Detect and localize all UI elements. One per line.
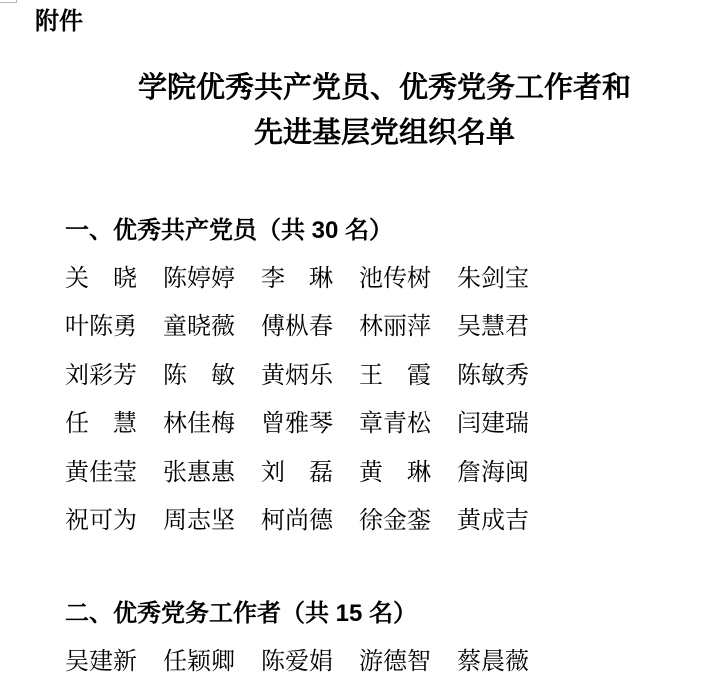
name-row — [65, 458, 685, 489]
person-name: 游德智 — [359, 648, 431, 675]
name-row — [65, 264, 685, 295]
section-heading: 二、优秀党务工作者（共 15 名） — [65, 600, 418, 627]
person-name: 祝可为 — [65, 508, 137, 534]
person-name: 闫建瑞 — [457, 411, 529, 437]
person-name: 陈婷婷 — [163, 265, 235, 292]
person-name: 柯尚德 — [261, 508, 333, 534]
person-name: 王 霞 — [359, 362, 431, 389]
person-name: 曾雅琴 — [261, 411, 333, 437]
person-name: 吴建新 — [65, 648, 137, 675]
person-name: 关 晓 — [65, 265, 137, 292]
document-title — [65, 66, 704, 156]
person-name: 黄佳莹 — [65, 459, 137, 486]
person-name: 傅枞春 — [261, 314, 333, 340]
page-corner-mark — [0, 0, 17, 3]
person-name: 詹海闽 — [457, 459, 529, 486]
person-name: 任 慧 — [65, 411, 137, 437]
section-heading: 一、优秀共产党员（共 30 名） — [65, 217, 394, 244]
title-line-2: 先进基层党组织名单 — [253, 117, 515, 149]
person-name: 黄 琳 — [359, 459, 431, 486]
name-row — [65, 647, 685, 678]
person-name: 童晓薇 — [163, 314, 235, 340]
person-name: 黄成吉 — [457, 508, 529, 534]
person-name: 章青松 — [359, 411, 431, 437]
person-name: 林丽萍 — [359, 314, 431, 340]
person-name: 李 琳 — [261, 265, 333, 292]
person-name: 周志坚 — [163, 508, 235, 534]
name-row — [65, 506, 685, 537]
sections-container — [65, 215, 685, 678]
person-name: 吴慧君 — [457, 314, 529, 340]
name-row — [65, 409, 685, 440]
name-row — [65, 361, 685, 392]
person-name: 陈 敏 — [163, 362, 235, 389]
person-name: 陈爱娟 — [261, 648, 333, 675]
person-name: 池传树 — [359, 265, 431, 292]
section — [65, 215, 685, 537]
person-name: 朱剑宝 — [457, 265, 529, 292]
person-name: 蔡晨薇 — [457, 648, 529, 675]
person-name: 黄炳乐 — [261, 362, 333, 389]
person-name: 张惠惠 — [163, 459, 235, 486]
person-name: 叶陈勇 — [65, 314, 137, 340]
section — [65, 598, 685, 678]
person-name: 林佳梅 — [163, 411, 235, 437]
person-name: 徐金銮 — [359, 508, 431, 534]
person-name: 陈敏秀 — [457, 362, 529, 389]
title-line-1: 学院优秀共产党员、优秀党务工作者和 — [137, 72, 631, 104]
person-name: 刘 磊 — [261, 459, 333, 486]
name-row — [65, 312, 685, 343]
attachment-label: 附件 — [35, 8, 83, 35]
person-name: 刘彩芳 — [65, 362, 137, 389]
person-name: 任颖卿 — [163, 648, 235, 675]
